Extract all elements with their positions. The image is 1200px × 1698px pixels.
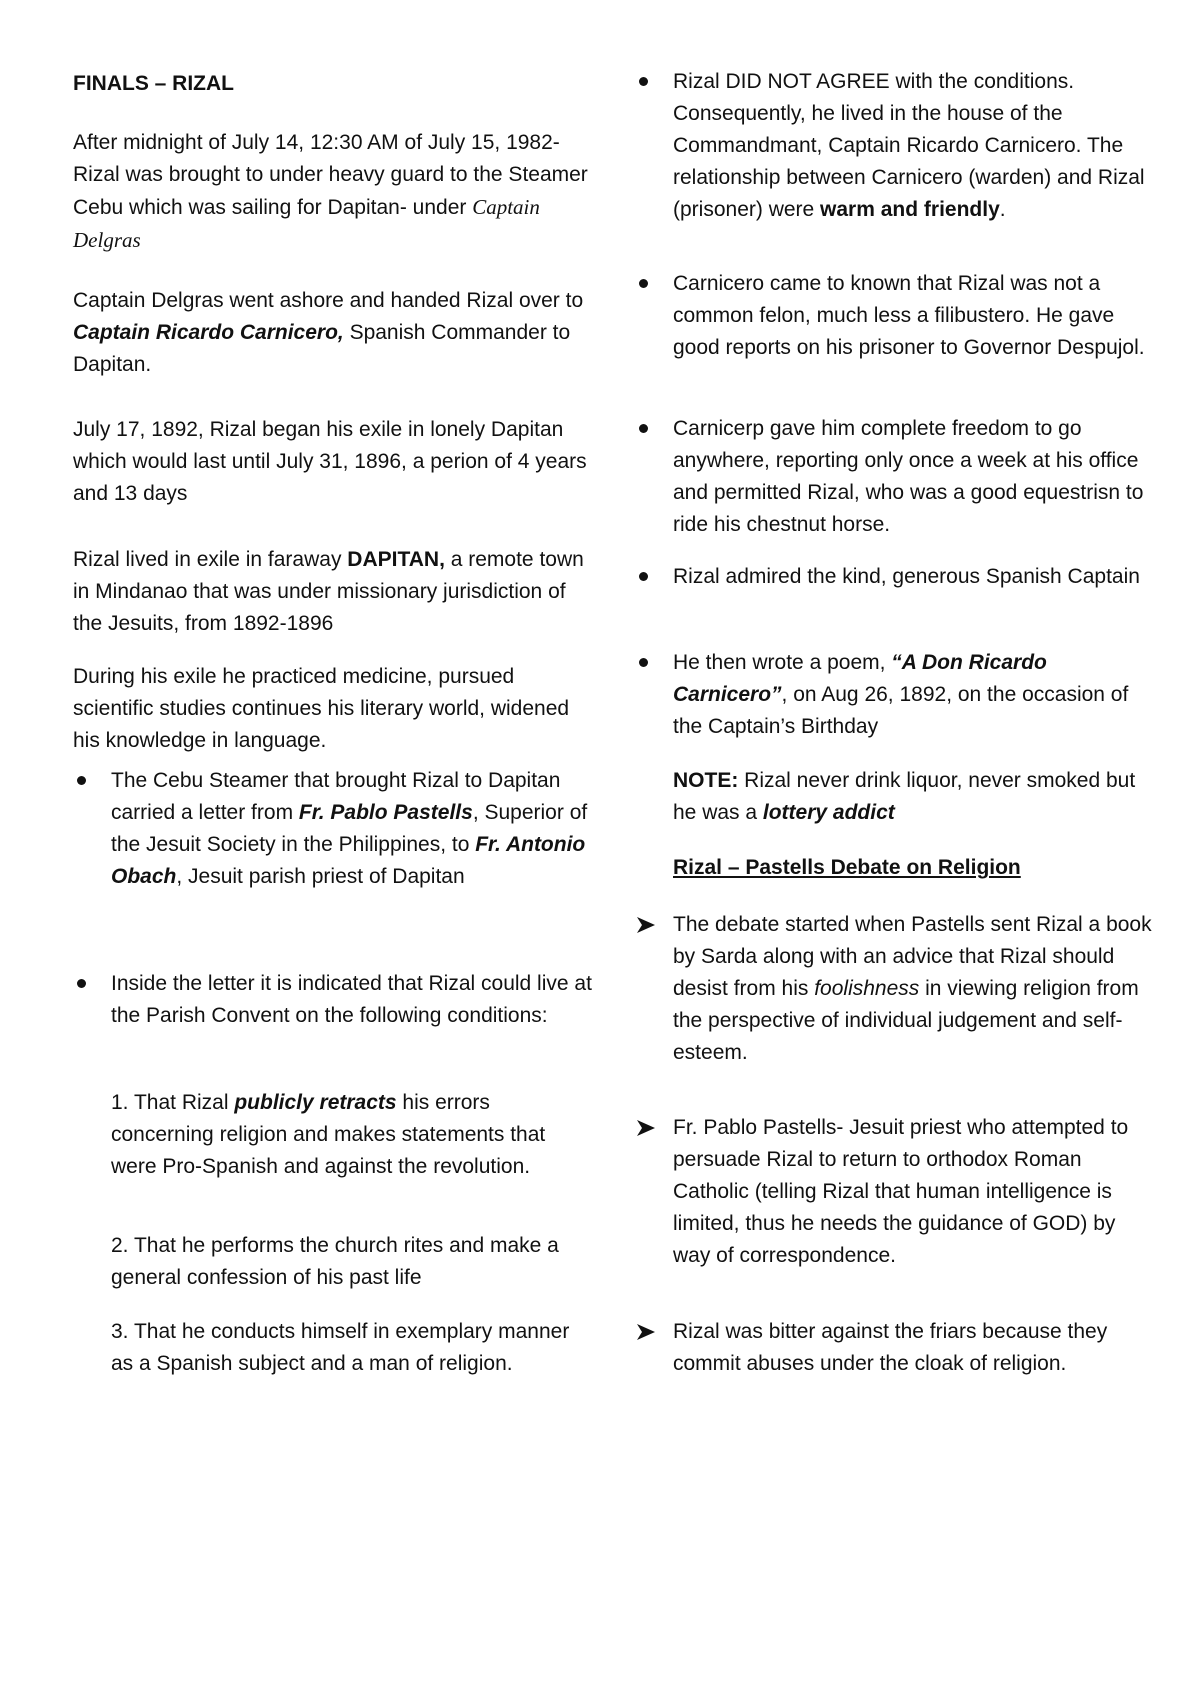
condition-2: 2. That he performs the church rites and make a general confession of his past life	[111, 1234, 559, 1289]
fr-obach-name: Fr. Antonio Obach	[111, 833, 586, 888]
bullet-item-poem: He then wrote a poem, “A Don Ricardo Carnicero”, on Aug 26, 1892, on the occasion of the Captain’s Birthday	[673, 647, 1153, 743]
section-heading-debate: Rizal – Pastells Debate on Religion	[673, 856, 1021, 879]
paragraph-delgras-ashore: Captain Delgras went ashore and handed Rizal over to Captain Ricardo Carnicero, Spanish Commander to Dapitan.	[73, 289, 584, 376]
captain-carnicero-name: Captain Ricardo Carnicero,	[73, 321, 344, 344]
bullet-item-freedom: Carnicerp gave him complete freedom to go anywhere, reporting only once a week at his office and permitted Rizal, who was a good equestrisn to ride his chestnut horse.	[673, 413, 1153, 541]
arrow-item-pastells: Fr. Pablo Pastells- Jesuit priest who attempted to persuade Rizal to return to orthodox Roman Catholic (telling Rizal that human intelligence is limited, thus he needs the guidance of GOD) by way of correspondence.	[673, 1112, 1153, 1272]
bullet-item-conditions: Inside the letter it is indicated that Rizal could live at the Parish Convent on the following conditions:	[111, 968, 593, 1032]
poem-title: “A Don Ricardo Carnicero”	[673, 651, 1047, 706]
arrow-bullet-icon	[635, 916, 657, 934]
arrow-bullet-icon	[635, 1119, 657, 1137]
bullet-dot-icon	[639, 572, 648, 581]
bullet-item-letter: The Cebu Steamer that brought Rizal to Dapitan carried a letter from Fr. Pablo Pastells, Superior of the Jesuit Society in the Philippines, to Fr. Antonio Obach, Jesuit parish priest of Dapitan	[111, 765, 593, 893]
bullet-dot-icon	[639, 279, 648, 288]
bullet-dot-icon	[639, 658, 648, 667]
paragraph-midnight-transfer: After midnight of July 14, 12:30 AM of July 15, 1982- Rizal was brought to under heavy guard to the Steamer Cebu which was sailing for Dapitan- under Captain Delgras	[73, 131, 588, 252]
bullet-item-did-not-agree: Rizal DID NOT AGREE with the conditions. Consequently, he lived in the house of the Commandmant, Captain Ricardo Carnicero. The relationship between Carnicero (warden) and Rizal (prisoner) were warm and friendly.	[673, 66, 1153, 226]
arrow-item-bitter-friars: Rizal was bitter against the friars because they commit abuses under the cloak of religion.	[673, 1316, 1153, 1380]
captain-delgras-name: Captain Delgras	[73, 195, 540, 252]
bullet-dot-icon	[639, 77, 648, 86]
fr-pastells-name: Fr. Pablo Pastells	[298, 801, 473, 824]
bullet-item-not-common-felon: Carnicero came to known that Rizal was not a common felon, much less a filibustero. He gave good reports on his prisoner to Governor Despujol.	[673, 268, 1153, 364]
paragraph-activities: During his exile he practiced medicine, pursued scientific studies continues his literary world, widened his knowledge in language.	[73, 665, 570, 752]
warm-friendly-emphasis: warm and friendly	[820, 198, 1000, 221]
lottery-addict-emphasis: lottery addict	[762, 801, 895, 824]
arrow-item-debate-started: The debate started when Pastells sent Rizal a book by Sarda along with an advice that Rizal should desist from his foolishness in viewing religion from the perspective of individual judgement and self-esteem.	[673, 909, 1153, 1069]
note-paragraph: NOTE: Rizal never drink liquor, never smoked but he was a lottery addict	[673, 769, 1136, 824]
arrow-bullet-icon	[635, 1323, 657, 1341]
foolishness-emphasis: foolishness	[814, 977, 920, 1000]
condition-1: 1. That Rizal publicly retracts his errors concerning religion and makes statements that were Pro-Spanish and against the revolution.	[111, 1091, 546, 1178]
bullet-dot-icon	[639, 424, 648, 433]
paragraph-exile-dates: July 17, 1892, Rizal began his exile in lonely Dapitan which would last until July 31, 1896, a perion of 4 years and 13 days	[73, 418, 587, 505]
publicly-retracts-emphasis: publicly retracts	[234, 1091, 397, 1114]
bullet-item-admired-captain: Rizal admired the kind, generous Spanish Captain	[673, 561, 1153, 593]
bullet-dot-icon	[77, 776, 86, 785]
document-title: FINALS – RIZAL	[73, 72, 234, 95]
note-label: NOTE:	[673, 769, 739, 792]
bullet-dot-icon	[77, 979, 86, 988]
dapitan-place: DAPITAN,	[347, 548, 445, 571]
paragraph-dapitan: Rizal lived in exile in faraway DAPITAN, a remote town in Mindanao that was under missionary jurisdiction of the Jesuits, from 1892-1896	[73, 548, 584, 635]
condition-3: 3. That he conducts himself in exemplary manner as a Spanish subject and a man of religion.	[111, 1320, 570, 1375]
